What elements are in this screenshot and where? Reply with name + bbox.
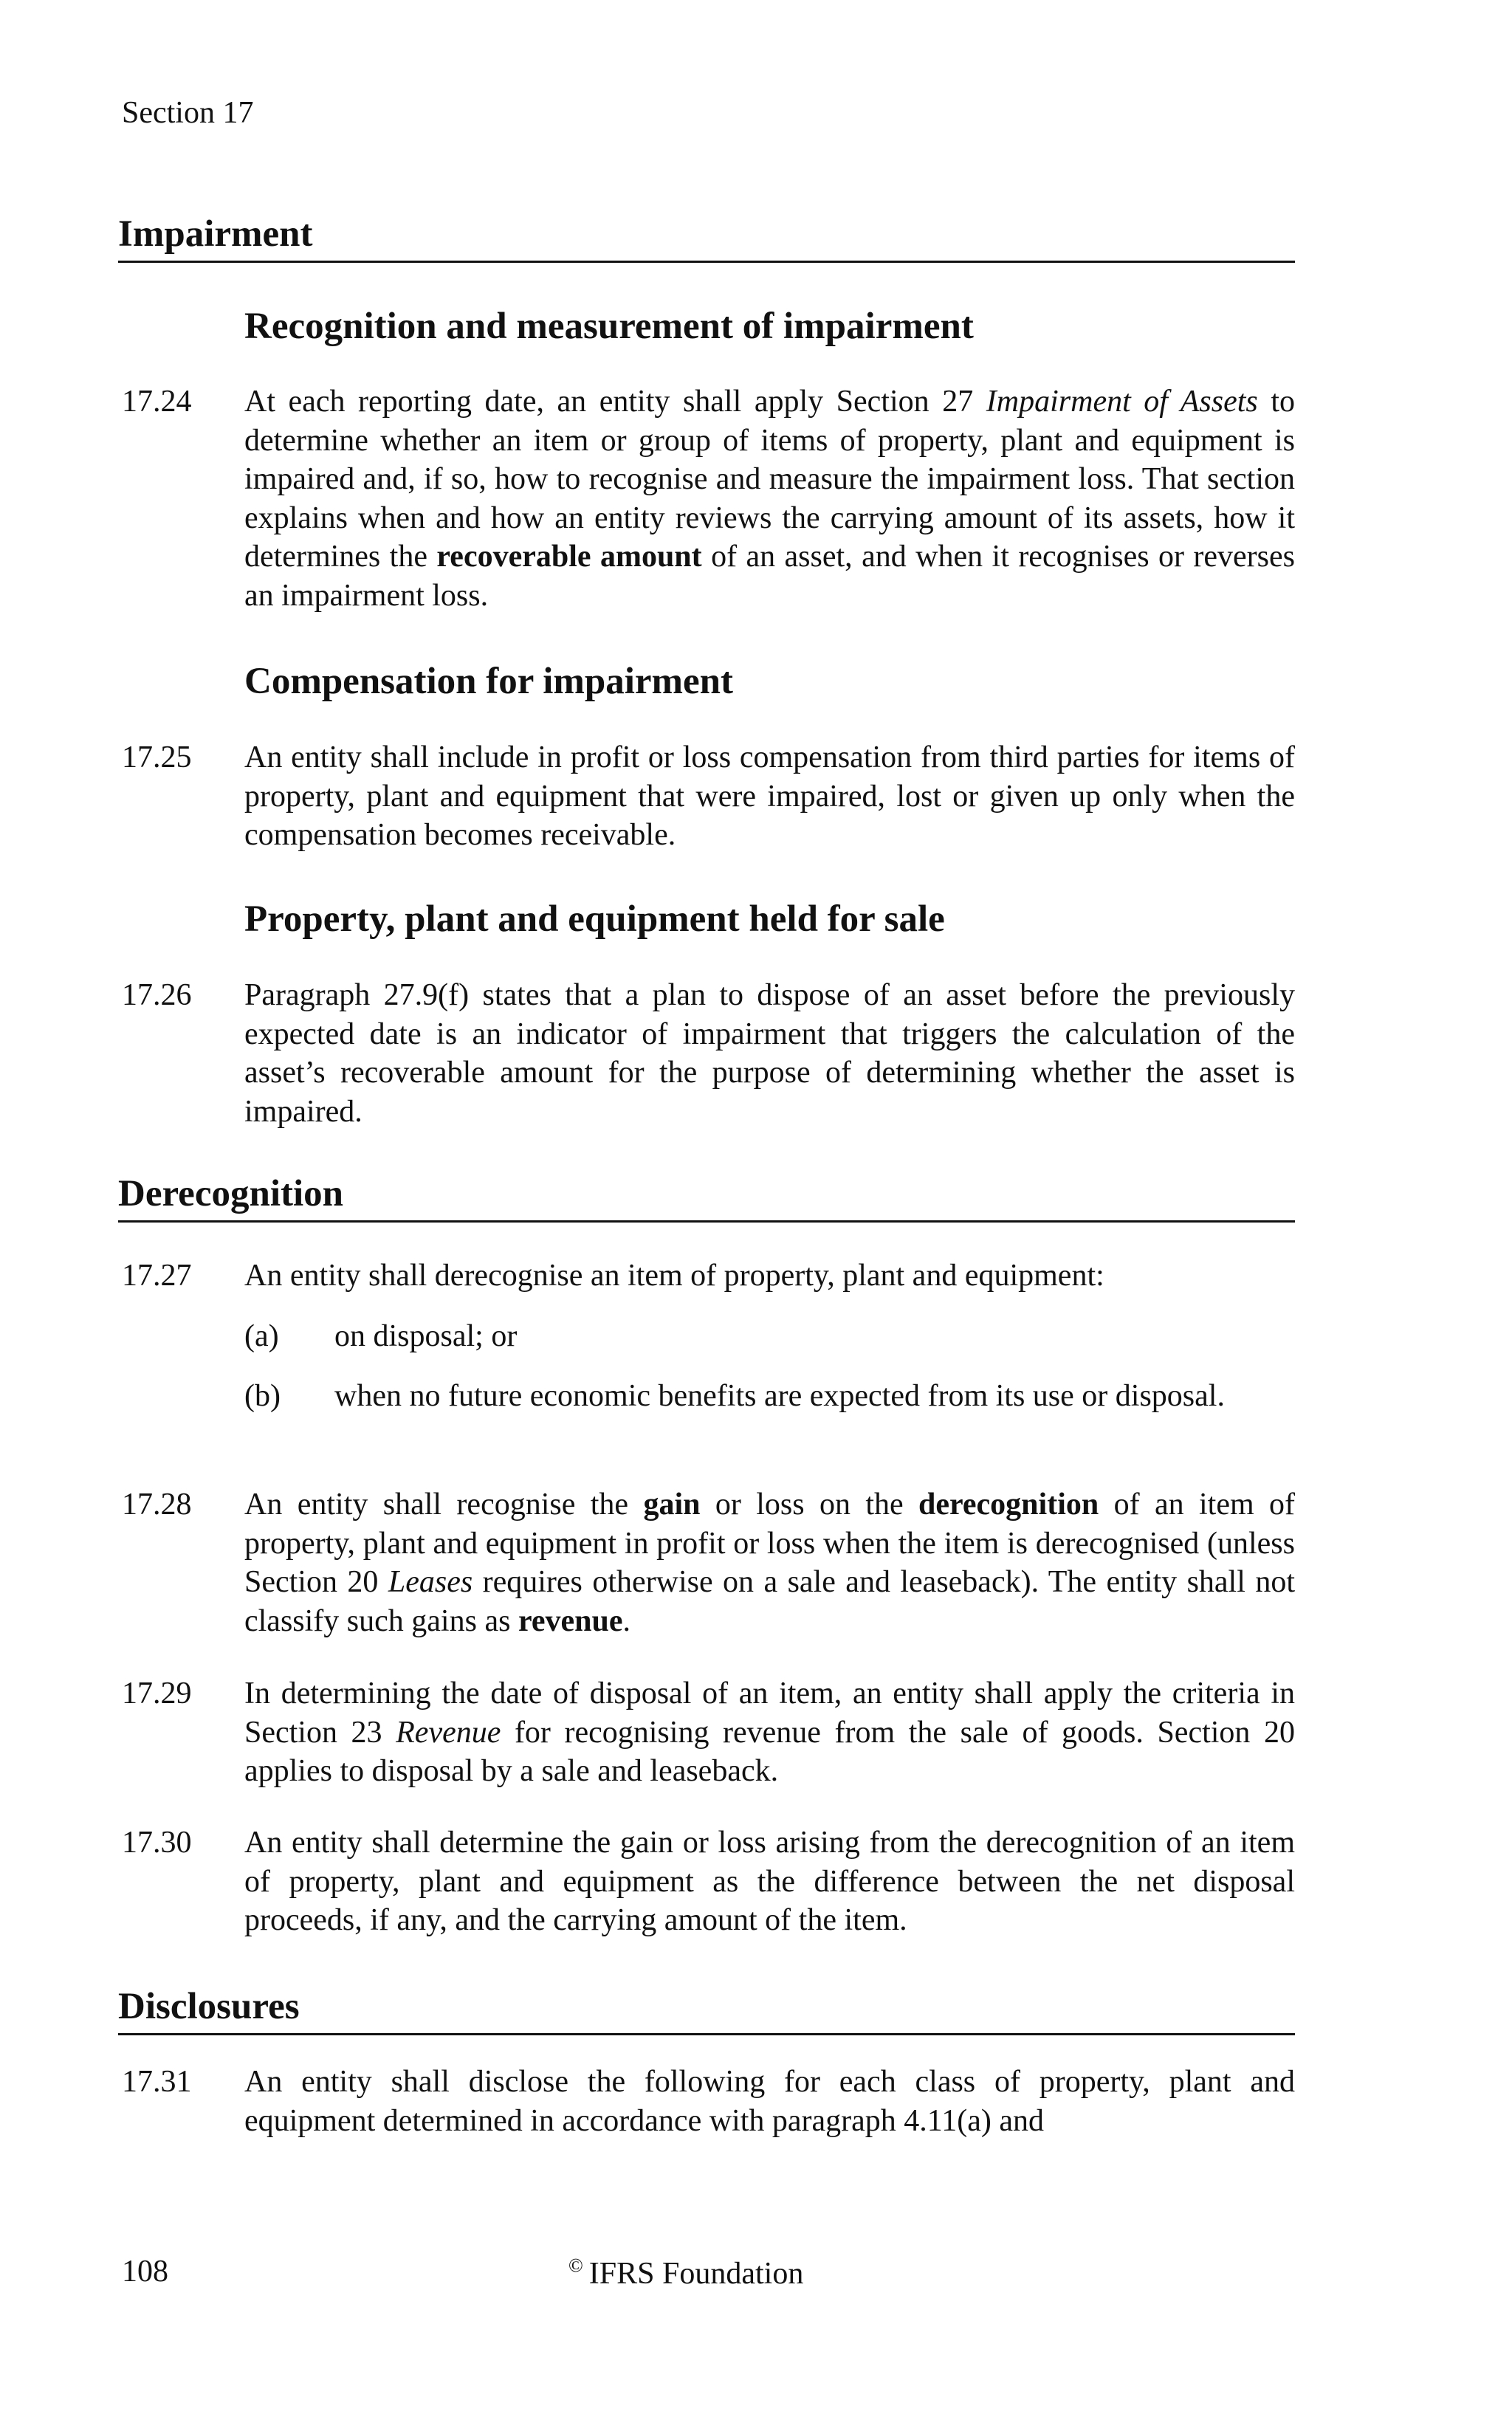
heading-disclosures: Disclosures [118, 1988, 1295, 2035]
paragraph-number: 17.24 [122, 385, 192, 419]
list-item-label: (b) [244, 1379, 281, 1413]
page-number: 108 [122, 2255, 168, 2289]
paragraph-number: 17.25 [122, 740, 192, 774]
paragraph-number: 17.31 [122, 2065, 192, 2099]
publisher-name: IFRS Foundation [588, 2257, 804, 2291]
paragraph-number: 17.30 [122, 1826, 192, 1860]
paragraph-text: In determining the date of disposal of an item, an entity shall apply the criteria in Section 23 Revenue for recognising revenue from the sale of goods. Section 20 applies to disposal by a sale and leaseback. [244, 1677, 1295, 1788]
list-item-text: on disposal; or [334, 1319, 518, 1353]
footer-copyright [568, 2256, 803, 2289]
heading-impairment: Impairment [118, 216, 1295, 263]
heading-derecognition: Derecognition [118, 1175, 1295, 1223]
paragraph-text: At each reporting date, an entity shall apply Section 27 Impairment of Assets to determine whether an item or group of items of property, plant and equipment is impaired and, if so, how to recognise and measure the impairment loss. That section explains when and how an entity reviews the carrying amount of its assets, how it determines the recoverable amount of an asset, and when it recognises or reverses an impairment loss. [244, 385, 1296, 613]
paragraph-text: An entity shall include in profit or loss compensation from third parties for items of property, plant and equipment that were impaired, lost or given up only when the compensation becomes receivable. [244, 740, 1295, 852]
copyright-symbol: © [568, 2255, 583, 2276]
paragraph-text: An entity shall recognise the gain or loss on the derecognition of an item of property, plant and equipment in profit or loss when the item is derecognised (unless Section 20 Leases requires otherwise on a sale and leaseback). The entity shall not classify such gains as revenue. [244, 1488, 1296, 1638]
defined-term: revenue [518, 1603, 623, 1638]
paragraph-17-24 [122, 382, 1295, 615]
paragraph-17-31 [122, 2063, 1295, 2140]
italic-reference: Leases [388, 1565, 473, 1599]
list-item-label: (a) [244, 1319, 279, 1353]
section-label: Section 17 [122, 96, 254, 130]
paragraph-number: 17.29 [122, 1677, 192, 1711]
subheading-recognition-measurement: Recognition and measurement of impairment [244, 306, 974, 347]
paragraph-number: 17.27 [122, 1259, 192, 1293]
italic-reference: Revenue [396, 1715, 501, 1750]
paragraph-number: 17.26 [122, 978, 192, 1012]
paragraph-17-30 [122, 1823, 1295, 1940]
paragraph-text: An entity shall derecognise an item of property, plant and equipment: [244, 1259, 1104, 1293]
list-item-text: when no future economic benefits are expected from its use or disposal. [334, 1379, 1225, 1413]
subheading-held-for-sale: Property, plant and equipment held for sale [244, 898, 945, 940]
subheading-compensation: Compensation for impairment [244, 661, 734, 702]
paragraph-text: An entity shall determine the gain or loss arising from the derecognition of an item of property, plant and equipment as the difference between the net disposal proceeds, if any, and the carrying amount of the item. [244, 1826, 1295, 1937]
paragraph-17-25 [122, 738, 1295, 855]
list-item-b [244, 1377, 1295, 1416]
paragraph-17-27 [122, 1256, 1295, 1296]
paragraph-text: Paragraph 27.9(f) states that a plan to dispose of an asset before the previously expected date is an indicator of impairment that triggers the calculation of the asset’s recoverable amount for the purpose of determining whether the asset is impaired. [244, 978, 1295, 1129]
defined-term: recoverable amount [436, 540, 702, 574]
paragraph-17-29 [122, 1674, 1295, 1791]
paragraph-text: An entity shall disclose the following for each class of property, plant and equipment determined in accordance with paragraph 4.11(a) and [244, 2065, 1295, 2138]
defined-term: derecognition [918, 1488, 1099, 1522]
paragraph-number: 17.28 [122, 1488, 192, 1522]
defined-term: gain [643, 1488, 701, 1522]
italic-reference: Impairment of Assets [986, 385, 1258, 419]
paragraph-17-26 [122, 976, 1295, 1131]
paragraph-17-28 [122, 1485, 1295, 1640]
list-item-a [244, 1317, 1295, 1356]
